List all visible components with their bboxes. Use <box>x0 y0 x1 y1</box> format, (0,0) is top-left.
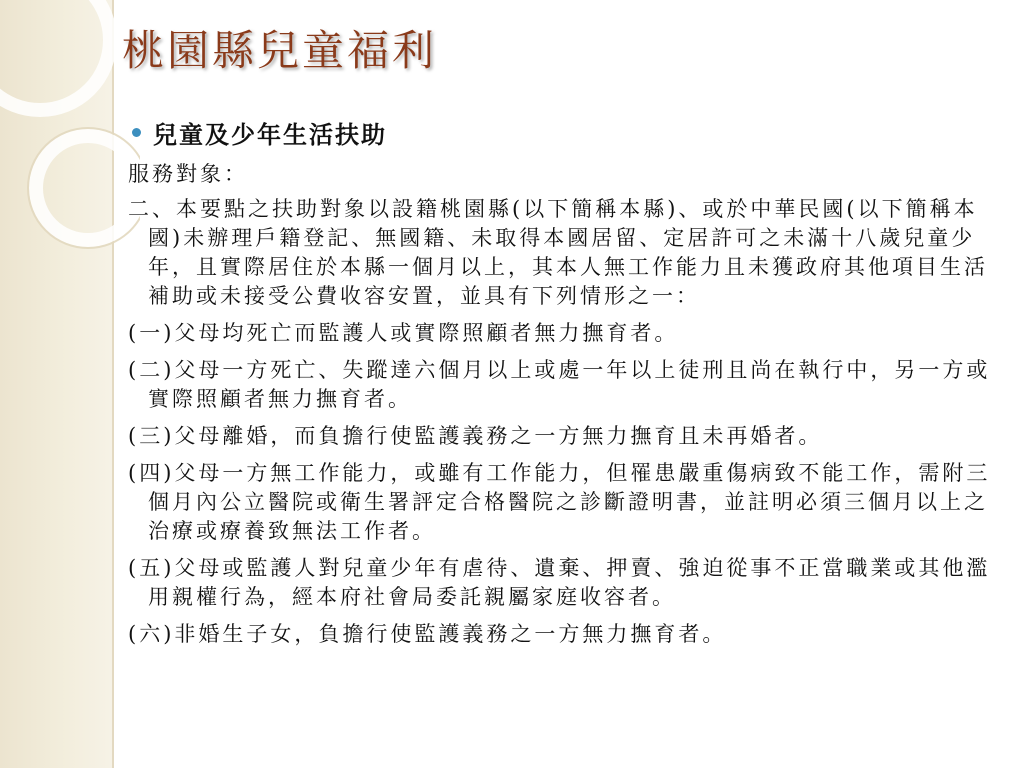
condition-item-1: (一)父母均死亡而監護人或實際照顧者無力撫育者。 <box>128 321 679 345</box>
condition-item-6: (六)非婚生子女，負擔行使監護義務之一方無力撫育者。 <box>128 622 727 646</box>
eligibility-paragraph: 二、本要點之扶助對象以設籍桃園縣(以下簡稱本縣)、或於中華民國(以下簡稱本國)未辦理戶籍登記、無國籍、未取得本國居留、定居許可之未滿十八歲兒童少年，且實際居住於本縣一個月以上，其本人無工作能力且未獲政府其他項目生活補助或未接受公費收容安置，並具有下列情形之一： <box>128 197 988 308</box>
bullet-dot-icon <box>132 128 141 137</box>
condition-item-4: (四)父母一方無工作能力，或雖有工作能力，但罹患嚴重傷病致不能工作，需附三個月內公立醫院或衛生署評定合格醫院之診斷證明書，並註明必須三個月以上之治療或療養致無法工作者。 <box>128 461 991 543</box>
slide-title: 桃園縣兒童福利 <box>122 26 438 75</box>
service-target-label: 服務對象： <box>128 162 248 186</box>
condition-item-5: (五)父母或監護人對兒童少年有虐待、遺棄、押賣、強迫從事不正當職業或其他濫用親權行為，經本府社會局委託親屬家庭收容者。 <box>128 556 991 609</box>
decorative-rings <box>0 0 140 330</box>
condition-item-3: (三)父母離婚，而負擔行使監護義務之一方無力撫育且未再婚者。 <box>128 424 823 448</box>
deco-ring-small <box>36 136 140 240</box>
condition-item-2: (二)父母一方死亡、失蹤達六個月以上或處一年以上徒刑且尚在執行中，另一方或實際照顧者無力撫育者。 <box>128 358 991 411</box>
bullet-heading-text: 兒童及少年生活扶助 <box>153 119 387 149</box>
deco-ring-large <box>0 0 110 110</box>
bullet-heading <box>128 112 1008 152</box>
slide-content <box>128 112 1008 649</box>
